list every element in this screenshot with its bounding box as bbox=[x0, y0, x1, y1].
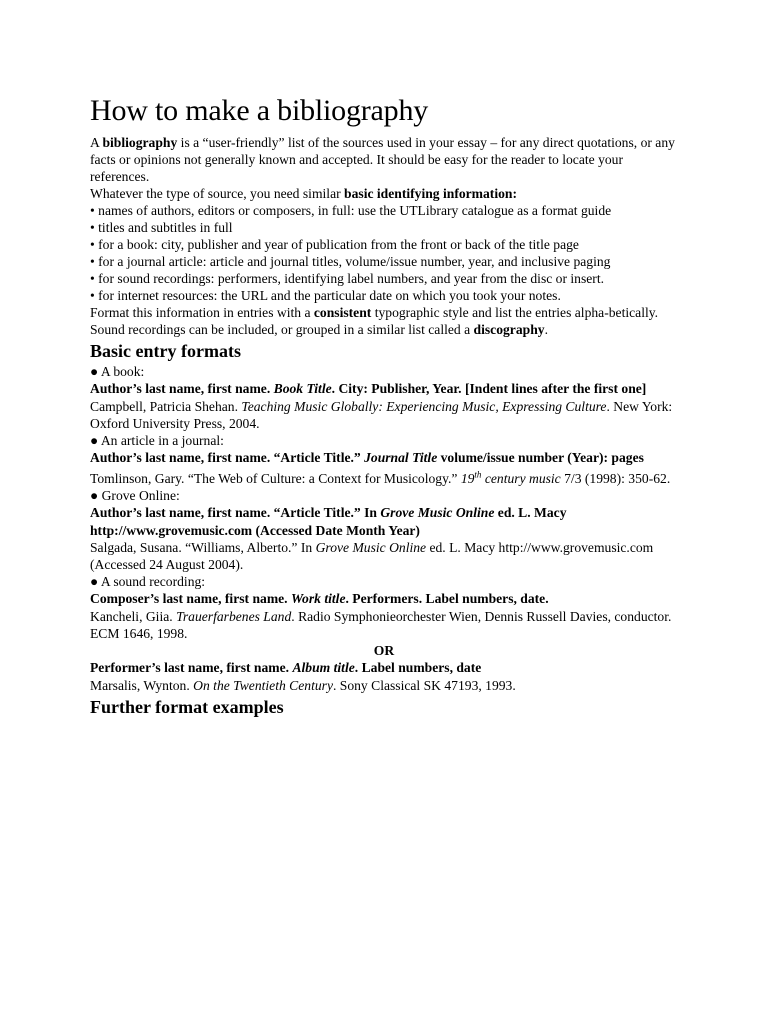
grove-example: Salgada, Susana. “Williams, Alberto.” In Grove Music Online ed. L. Macy http://www.grovemusic.com (Accessed 24 August 2004). bbox=[90, 540, 654, 572]
performer-pattern: Performer’s last name, first name. Album title. Label numbers, date bbox=[90, 660, 482, 675]
format-paragraph: Format this information in entries with a consistent typographic style and list the entries alpha-betically. Sound recordings can be included, or grouped in a similar list called a discography. bbox=[90, 305, 659, 337]
identifying-info-paragraph: Whatever the type of source, you need similar basic identifying information: bbox=[90, 186, 517, 201]
grove-label: ● Grove Online: bbox=[90, 488, 180, 503]
section-heading-basic-formats: Basic entry formats bbox=[90, 341, 241, 361]
sound-pattern: Composer’s last name, first name. Work title. Performers. Label numbers, date. bbox=[90, 591, 549, 606]
list-item: • for sound recordings: performers, identifying label numbers, and year from the disc or insert. bbox=[90, 271, 605, 286]
journal-example: Tomlinson, Gary. “The Web of Culture: a Context for Musicology.” 19th century music 7/3 (1998): 350-62. bbox=[90, 469, 671, 486]
list-item: • titles and subtitles in full bbox=[90, 220, 233, 235]
document-body bbox=[90, 94, 678, 719]
bullet-list bbox=[90, 202, 678, 304]
list-item: • names of authors, editors or composers, in full: use the UTLibrary catalogue as a format guide bbox=[90, 203, 612, 218]
or-separator: OR bbox=[373, 642, 395, 658]
grove-pattern: Author’s last name, first name. “Article Title.” In Grove Music Online ed. L. Macy http://www.grovemusic.com (Accessed Date Month Year) bbox=[90, 505, 567, 538]
list-item: • for a journal article: article and journal titles, volume/issue number, year, and inclusive paging bbox=[90, 254, 611, 269]
list-item: • for a book: city, publisher and year of publication from the front or back of the title page bbox=[90, 237, 579, 252]
list-item: • for internet resources: the URL and the particular date on which you took your notes. bbox=[90, 288, 561, 303]
section-heading-further-examples: Further format examples bbox=[90, 696, 284, 717]
book-pattern: Author’s last name, first name. Book Title. City: Publisher, Year. [Indent lines after the first one] bbox=[90, 381, 647, 396]
sound-label: ● A sound recording: bbox=[90, 574, 206, 589]
sound-example: Kancheli, Giia. Trauerfarbenes Land. Radio Symphonieorchester Wien, Dennis Russell Davies, conductor. ECM 1646, 1998. bbox=[90, 608, 672, 641]
book-example: Campbell, Patricia Shehan. Teaching Music Globally: Experiencing Music, Expressing Culture. New York: Oxford University Press, 2004. bbox=[90, 398, 673, 431]
performer-example: Marsalis, Wynton. On the Twentieth Century. Sony Classical SK 47193, 1993. bbox=[90, 677, 516, 693]
journal-label: ● An article in a journal: bbox=[90, 432, 224, 448]
book-label: ● A book: bbox=[90, 364, 145, 379]
term-bibliography: bibliography bbox=[102, 135, 178, 150]
journal-pattern: Author’s last name, first name. “Article Title.” Journal Title volume/issue number (Year): pages bbox=[90, 449, 644, 465]
intro-paragraph: A bibliography is a “user-friendly” list of the sources used in your essay – for any direct quotations, or any facts or opinions not generally known and accepted. It should be easy for the reader to locate your references. bbox=[90, 135, 675, 184]
page-title: How to make a bibliography bbox=[90, 94, 429, 127]
